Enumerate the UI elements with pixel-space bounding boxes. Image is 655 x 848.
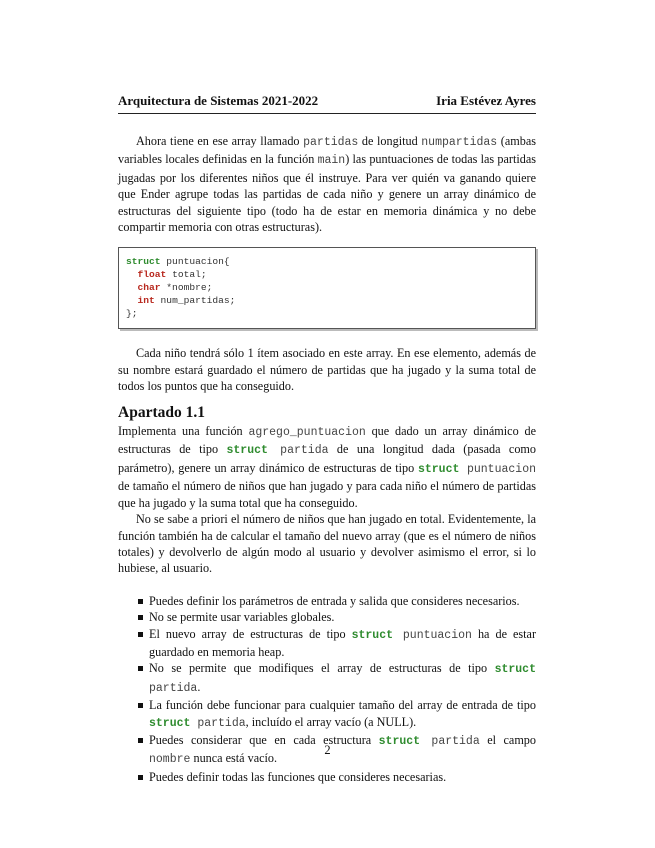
- page-content: [118, 133, 536, 785]
- page-header: [118, 93, 536, 114]
- code-line: };: [126, 308, 138, 320]
- bullet-icon: [138, 599, 143, 604]
- bullet-icon: [138, 615, 143, 620]
- section-title: Apartado 1.1: [118, 403, 205, 421]
- code-function-name: agrego_puntuacion: [248, 426, 366, 440]
- bullet-icon: [138, 632, 143, 637]
- list-item: No se permite que modifiques el array de estructuras de tipo struct partida.: [118, 660, 536, 697]
- code-listing: [118, 247, 536, 329]
- task-notes-paragraph: No se sabe a priori el número de niños que han jugado en total. Evidentemente, la función también ha de calcular el tamaño del nuevo array (que es el número de niños totales) y devolverlo de algún modo al usuario y devolver asimismo el error, si lo hubiese, al usuario.: [118, 512, 536, 576]
- code-struct-keyword: struct: [226, 444, 268, 458]
- bullet-icon: [138, 666, 143, 671]
- code-line: float total;: [137, 269, 207, 281]
- course-title: Arquitectura de Sistemas 2021-2022: [118, 93, 319, 108]
- list-item: La función debe funcionar para cualquier tamaño del array de entrada de tipo struct partida, incluído el array vacío (a NULL).: [118, 697, 536, 732]
- page-number: 2: [324, 743, 331, 757]
- list-item: Puedes definir los parámetros de entrada y salida que consideres necesarios.: [118, 593, 536, 609]
- intro-paragraph: Ahora tiene en ese array llamado partidas de longitud numpartidas (ambas variables locales definidas en la función main) las puntuaciones de todas las partidas jugadas por los diferentes niños que él instruye. Para ver quién va ganando quiere que Ender agrupe todas las partidas de cada niño y genere un array dinámico de estructuras del siguiente tipo (todo ha de estar en memoria dinámica y no debe compartir memoria con otras estructuras).: [118, 134, 537, 235]
- code-line: int num_partidas;: [137, 295, 236, 307]
- bullet-icon: [138, 703, 143, 708]
- author-name: Iria Estévez Ayres: [436, 93, 536, 108]
- list-item: No se permite usar variables globales.: [118, 609, 536, 625]
- task-paragraph: Implementa una función agrego_puntuacion que dado un array dinámico de estructuras de tipo struct partida de una longitud dada (pasada como parámetro), genere un array dinámico de estructuras de tipo struct puntuacion de tamaño el número de niños que han jugado y para cada niño el número de partidas que ha jugado y la suma total que ha conseguido.: [118, 424, 536, 510]
- code-line: struct puntuacion{: [126, 256, 230, 268]
- list-item: Puedes definir todas las funciones que consideres necesarias.: [118, 769, 536, 785]
- bullet-icon: [138, 775, 143, 780]
- code-numpartidas: numpartidas: [421, 136, 498, 149]
- list-item: Puedes considerar que en cada estructura struct partida el campo nombre nunca está vacío.: [118, 732, 536, 769]
- code-struct-keyword: struct: [417, 462, 460, 476]
- code-main: main: [317, 154, 346, 168]
- code-line: char *nombre;: [137, 282, 213, 294]
- code-partidas: partidas: [303, 136, 359, 149]
- list-item: El nuevo array de estructuras de tipo struct puntuacion ha de estar guardado en memoria heap.: [118, 626, 536, 661]
- description-paragraph: Cada niño tendrá sólo 1 ítem asociado en este array. En ese elemento, además de su nombre estará guardado el número de partidas que ha jugado y la suma total de todos los puntos que ha conseguido.: [118, 346, 536, 394]
